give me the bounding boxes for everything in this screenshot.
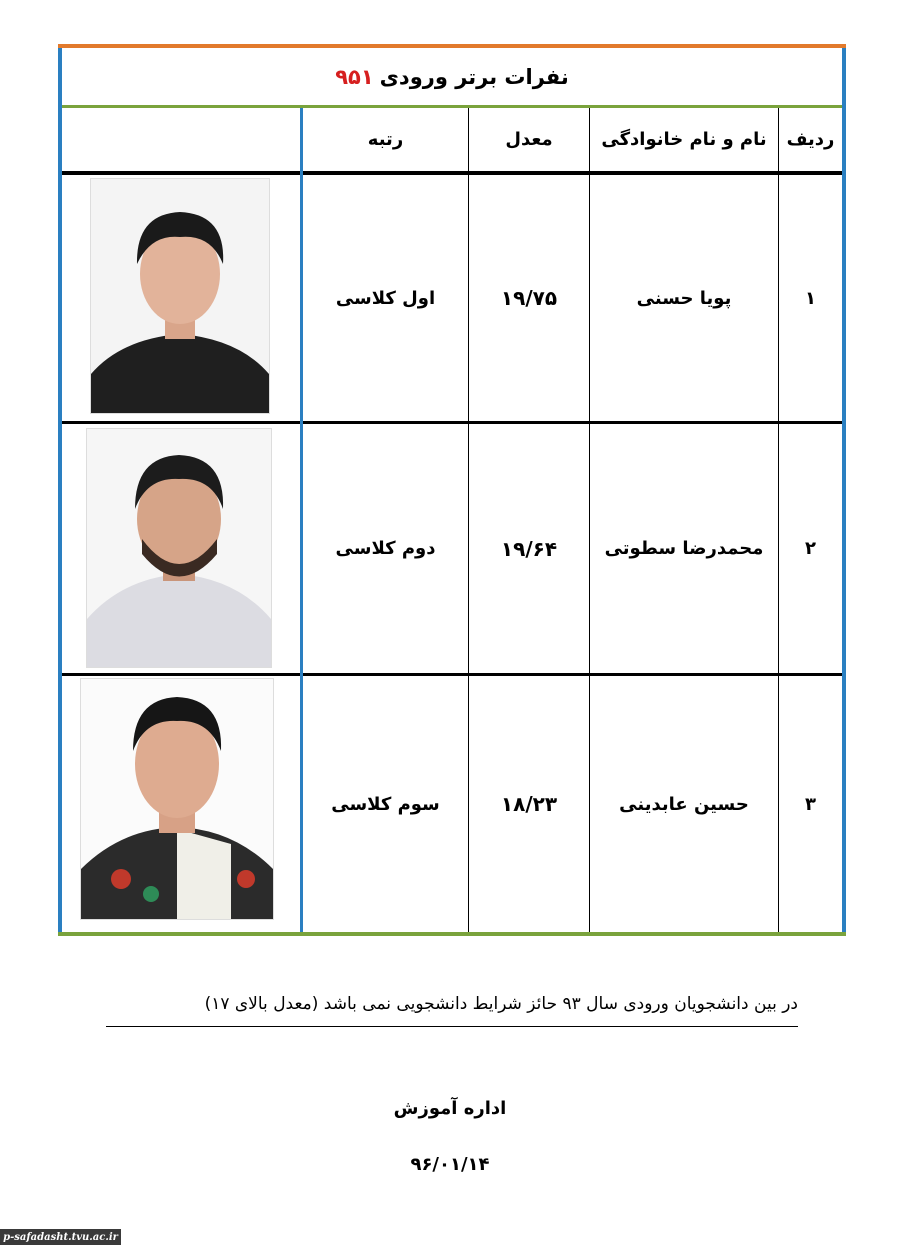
- row-3-name: حسین عابدینی: [619, 793, 749, 815]
- row-2-average: ۱۹/۶۴: [500, 536, 558, 561]
- bottom-green-bar: [58, 932, 846, 936]
- header-average: معدل: [505, 129, 553, 150]
- office-name: اداره آموزش: [393, 1098, 507, 1119]
- row-2-name: محمدرضا سطوتی: [604, 538, 764, 559]
- top-students-table: [58, 44, 846, 936]
- row-3-average: ۱۸/۲۳: [500, 792, 558, 816]
- right-blue-bar: [842, 48, 846, 932]
- row-3-number: ۳: [805, 793, 816, 815]
- document-date: ۹۶/۰۱/۱۴: [410, 1154, 490, 1175]
- row-3-rank: سوم کلاسی: [331, 793, 440, 815]
- row-1-number: ۱: [805, 287, 816, 309]
- table-title: [62, 48, 842, 106]
- table-title-text: نفرات برتر ورودی: [379, 65, 569, 89]
- student-photo-1: [90, 178, 270, 414]
- student-photo-3: [80, 678, 274, 920]
- site-label[interactable]: p-safadasht.tvu.ac.ir: [0, 1229, 121, 1245]
- row-1-rank: اول کلاسی: [335, 287, 436, 309]
- header-rank: رتبه: [367, 129, 404, 150]
- student-portrait-icon: [81, 679, 273, 919]
- row-2-rank: دوم کلاسی: [335, 538, 436, 559]
- row-2-number: ۲: [805, 538, 816, 559]
- row-1-name: پویا حسنی: [636, 287, 732, 309]
- student-portrait-icon: [91, 179, 269, 413]
- student-photo-2: [86, 428, 272, 668]
- table-title-number: ۹۵۱: [335, 65, 374, 89]
- student-portrait-icon: [87, 429, 271, 667]
- row-1-average: ۱۹/۷۵: [500, 286, 558, 310]
- footnote: در بین دانشجویان ورودی سال ۹۳ حائز شرایط دانشجویی نمی باشد (معدل بالای ۱۷): [106, 994, 798, 1027]
- left-blue-bar: [58, 48, 62, 932]
- header-name: نام و نام خانوادگی: [601, 129, 767, 150]
- header-row: ردیف: [786, 129, 835, 150]
